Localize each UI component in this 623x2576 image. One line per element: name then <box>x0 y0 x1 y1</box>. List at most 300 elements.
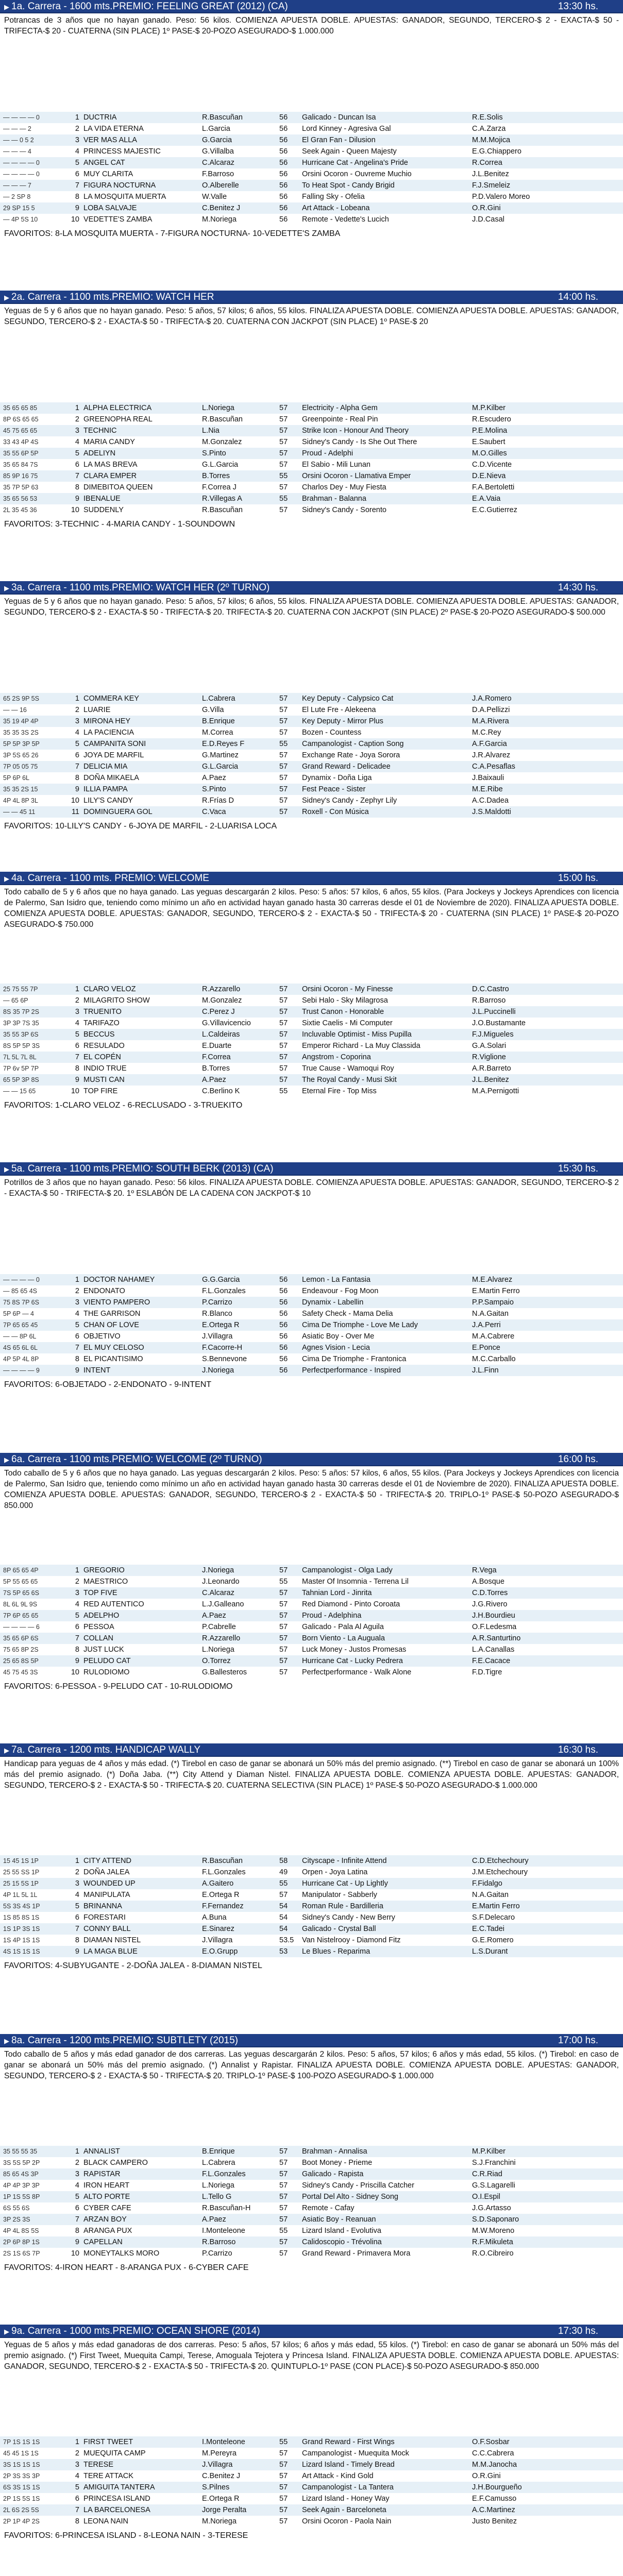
weight: 57 <box>279 2204 288 2212</box>
entry-row <box>0 214 623 225</box>
saddle-number: 7 <box>65 180 83 191</box>
jockey-name: B.Torres <box>202 1064 230 1073</box>
recent-form: 6S 3S 1S 1S <box>0 2482 65 2493</box>
recent-form: 75 65 8P 2S <box>3 1646 39 1653</box>
weight: 56 <box>279 180 302 191</box>
trainer-name: E.C.Tadei <box>472 1923 623 1935</box>
entry-row <box>0 470 623 482</box>
horse-name: LOBA SALVAJE <box>83 202 202 214</box>
entry-row <box>0 693 623 704</box>
entry-row <box>0 1655 623 1667</box>
saddle-number: 8 <box>75 1355 79 1363</box>
pedigree: El Sabio - Mili Lunan <box>302 461 371 469</box>
entry-row <box>0 750 623 761</box>
weight: 57 <box>279 1610 302 1621</box>
trainer-name: A.R.Barreto <box>472 1064 511 1073</box>
trainer-name: M.E.Alvarez <box>472 1274 623 1285</box>
entry-row <box>0 1285 623 1297</box>
weight: 57 <box>279 1074 302 1086</box>
horse-name: CAMPANITA SONI <box>83 738 202 750</box>
recent-form: 5S 3S 4S 1P <box>0 1901 65 1912</box>
horse-name: ARANGA PUX <box>83 2227 132 2235</box>
jockey-name: Jorge Peralta <box>202 2504 279 2516</box>
jockey-name: R.Bascuñan-H <box>202 2204 251 2212</box>
jockey-name: E.Sinarez <box>202 1923 279 1935</box>
pedigree: Falling Sky - Ofelia <box>302 193 365 201</box>
pedigree: Cima De Triomphe - Frantonica <box>302 1355 407 1363</box>
horse-name: DOÑA MIKAELA <box>83 774 139 782</box>
horse-name: RESULADO <box>83 1042 125 1050</box>
saddle-number: 1 <box>65 2436 83 2448</box>
recent-form: — — — — 0 <box>3 171 40 178</box>
race-header[interactable] <box>0 1162 623 1176</box>
jockey-name: J.Noriega <box>202 1365 279 1376</box>
horse-name: BRINANNA <box>83 1901 202 1912</box>
jockey-name: L.Tello G <box>202 2191 279 2202</box>
pedigree: Campanologist - Olga Lady <box>302 1565 472 1576</box>
horse-name: VEDETTE'S ZAMBA <box>83 215 153 224</box>
weight: 57 <box>279 506 288 514</box>
entry-row <box>0 1946 623 1957</box>
race-header[interactable] <box>0 2325 623 2338</box>
horse-name: BECCUS <box>83 1029 202 1040</box>
weight: 56 <box>279 1319 302 1331</box>
weight: 57 <box>279 728 288 737</box>
weight: 53 <box>279 1946 302 1957</box>
entry-row <box>0 727 623 738</box>
race-favorites: FAVORITOS: 4-SUBYUGANTE - 2-DOÑA JALEA - 8-DIAMAN NISTEL <box>4 1961 262 1970</box>
horse-name: WOUNDED UP <box>83 1878 202 1889</box>
pedigree: Campanologist - La Tantera <box>302 2482 472 2493</box>
weight: 57 <box>279 2146 302 2157</box>
pedigree: Van Nistelrooy - Diamond Fitz <box>302 1936 401 1944</box>
horse-name: LUARIE <box>83 706 111 714</box>
recent-form: 7P 6v 5P 7P <box>3 1065 39 1072</box>
recent-form: 8S 35 7P 2S <box>0 1006 65 1018</box>
trainer-name: J.H.Bourdieu <box>472 1610 623 1621</box>
saddle-number: 1 <box>65 1855 83 1867</box>
horse-name: ALTO PORTE <box>83 2191 202 2202</box>
trainer-name: E.G.Chiappero <box>472 147 521 156</box>
recent-form: 8P 6S 65 65 <box>3 416 39 423</box>
entry-row <box>0 772 623 784</box>
saddle-number: 4 <box>75 1310 79 1318</box>
recent-form: 3P 2S 3S <box>0 2214 65 2225</box>
trainer-name: E.Ponce <box>472 1342 623 1353</box>
pedigree: Bozen - Countess <box>302 728 362 737</box>
recent-form: 35 55 3P 6S <box>0 1029 65 1040</box>
entry-row <box>0 795 623 806</box>
weight: 49 <box>279 1868 288 1876</box>
expand-arrow-icon: ▶ <box>4 875 9 883</box>
entries-table <box>0 402 623 516</box>
entry-row <box>0 761 623 772</box>
weight: 57 <box>279 1019 288 1027</box>
saddle-number: 3 <box>65 2459 83 2470</box>
race-section <box>0 2325 623 2576</box>
trainer-name: J.D.Casal <box>472 215 504 224</box>
jockey-name: A.Paez <box>202 2214 279 2225</box>
jockey-name: A.Gaitero <box>202 1878 279 1889</box>
expand-arrow-icon: ▶ <box>4 2328 9 2335</box>
jockey-name: R.Barroso <box>202 2236 279 2248</box>
race-header[interactable] <box>0 1743 623 1757</box>
pedigree: Grand Reward - Delicadee <box>302 761 472 772</box>
saddle-number: 10 <box>71 796 79 805</box>
weight: 57 <box>279 984 302 995</box>
entry-row <box>0 1855 623 1867</box>
saddle-number: 4 <box>75 1600 79 1608</box>
entry-row <box>0 1006 623 1018</box>
entry-row <box>0 2459 623 2470</box>
entries-table <box>0 2436 623 2527</box>
jockey-name: R.Villegas A <box>202 493 279 504</box>
horse-name: CITY ATTEND <box>83 1855 202 1867</box>
saddle-number: 2 <box>75 1287 79 1295</box>
jockey-name: I.Monteleone <box>202 2227 245 2235</box>
trainer-name: S.J.Franchini <box>472 2159 516 2167</box>
weight: 57 <box>279 1587 302 1599</box>
saddle-number: 5 <box>65 1029 83 1040</box>
jockey-name: A.Paez <box>202 1074 279 1086</box>
race-favorites: FAVORITOS: 4-IRON HEART - 8-ARANGA PUX - 6-CYBER CAFE <box>4 2263 249 2272</box>
horse-name: PRINCESS MAJESTIC <box>83 147 161 156</box>
pedigree: Hurricane Cat - Angelina's Pride <box>302 157 472 168</box>
saddle-number: 7 <box>65 470 83 482</box>
pedigree: Safety Check - Mama Delia <box>302 1310 393 1318</box>
weight: 57 <box>279 1633 302 1644</box>
horse-name: MUEQUITA CAMP <box>83 2449 146 2458</box>
pedigree: Agnes Vision - Lecia <box>302 1342 472 1353</box>
race-conditions: Todo caballo de 5 y 6 años que no haya ganado. Las yeguas descargarán 2 kilos. Peso: 5 años: 57 kilos, 6 años, 55 kilos. (Para Jockeys y Jockeys Aprendices con licencia de Palermo, San Isidro que, teniendo como mínimo un año en actividad hayan ganado hasta 30 carreras desde el 01 de Noviembre de 2020). FINALIZA APUESTA DOBLE. COMIENZA APUESTA DOBLE. APUESTAS: GANADOR, SEGUNDO, TERCERO-$ 2 - EXACTA-$ 50 - TRIFECTA-$ 20 - CUATERNA (SIN PLACE) 1º PASE-$ 20-POZO ASEGURADO-$ 750.000 <box>4 888 619 929</box>
pedigree: Art Attack - Kind Gold <box>302 2472 374 2480</box>
pedigree: Endeavour - Fog Moon <box>302 1287 379 1295</box>
jockey-name: J.Noriega <box>202 1565 279 1576</box>
race-section <box>0 581 623 872</box>
recent-form: 35 7P 5P 63 <box>3 484 39 491</box>
horse-name: ALPHA ELECTRICA <box>83 402 202 414</box>
weight: 57 <box>279 2459 302 2470</box>
saddle-number: 7 <box>65 2214 83 2225</box>
weight: 57 <box>279 706 288 714</box>
trainer-name: M.O.Gilles <box>472 448 623 459</box>
race-header[interactable] <box>0 2034 623 2047</box>
race-favorites: FAVORITOS: 6-OBJETADO - 2-ENDONATO - 9-INTENT <box>4 1380 212 1389</box>
weight: 57 <box>279 1655 302 1667</box>
trainer-name: R.Escudero <box>472 415 511 423</box>
race-time: 17:00 hs. <box>558 2035 598 2046</box>
jockey-name: M.Noriega <box>202 215 237 224</box>
entry-row <box>0 1901 623 1912</box>
horse-name: COMMERA KEY <box>83 693 202 704</box>
entry-row <box>0 157 623 168</box>
weight: 57 <box>279 2472 288 2480</box>
entry-row <box>0 1610 623 1621</box>
recent-form: 25 75 55 7P <box>0 984 65 995</box>
pedigree: Orsini Ocoron - My Finesse <box>302 984 472 995</box>
pedigree: Lemon - La Fantasia <box>302 1274 472 1285</box>
recent-form: 2S 1S 6S 7P <box>3 2250 40 2257</box>
jockey-name: J.Villagra <box>202 1936 233 1944</box>
recent-form: 8P 65 65 4P <box>0 1565 65 1576</box>
jockey-name: E.D.Reyes F <box>202 738 279 750</box>
expand-arrow-icon: ▶ <box>4 584 9 592</box>
jockey-name: A.Buna <box>202 1913 227 1922</box>
weight: 56 <box>279 1355 288 1363</box>
recent-form: 3S 5S 5P 2P <box>3 2159 40 2166</box>
weight: 57 <box>279 1029 302 1040</box>
saddle-number: 5 <box>65 448 83 459</box>
trainer-name: O.R.Gini <box>472 2472 501 2480</box>
recent-form: 85 65 4S 3P <box>0 2168 65 2180</box>
saddle-number: 2 <box>75 2449 79 2458</box>
race-conditions: Todo caballo de 5 y 6 años que no haya ganado. Las yeguas descargarán 2 kilos. Peso: 5 años: 57 kilos, 6 años, 55 kilos. (Para Jockeys y Jockeys Aprendices con licencia de Palermo, San Isidro que, teniendo como mínimo un año en actividad hayan ganado hasta 30 carreras desde el 01 de Noviembre de 2020). FINALIZA APUESTA DOBLE. COMIENZA APUESTA DOBLE. APUESTAS: GANADOR, SEGUNDO, TERCERO-$ 2 - EXACTA-$ 50 - TRIFECTA-$ 20. TRIPLO-1º PASE-$ 50-POZO ASEGURADO-$ 850.000 <box>4 1469 619 1510</box>
recent-form: 3P 5S 65 26 <box>3 752 39 759</box>
trainer-name: F.D.Tigre <box>472 1668 502 1676</box>
saddle-number: 6 <box>75 1913 79 1922</box>
jockey-name: C.Berlino K <box>202 1087 240 1095</box>
horse-name: CAPELLAN <box>83 2236 202 2248</box>
race-section <box>0 872 623 1162</box>
recent-form: — 65 6P <box>3 997 28 1004</box>
jockey-name: L.Noriega <box>202 2181 234 2190</box>
recent-form: — — 15 65 <box>3 1088 36 1095</box>
pedigree: El Gran Fan - Dilusion <box>302 134 472 146</box>
race-header[interactable] <box>0 581 623 595</box>
weight: 56 <box>279 193 288 201</box>
pedigree: Seek Again - Barceloneta <box>302 2504 472 2516</box>
weight: 57 <box>279 2168 302 2180</box>
pedigree: Sidney's Candy - Sorento <box>302 506 386 514</box>
trainer-name: N.A.Gaitan <box>472 1891 509 1899</box>
entry-row <box>0 1319 623 1331</box>
race-conditions: Yeguas de 5 y 6 años que no hayan ganado. Peso: 5 años, 57 kilos; 6 años, 55 kilos. FINALIZA APUESTA DOBLE. COMIENZA APUESTA DOBLE. APUESTAS: GANADOR, SEGUNDO, TERCERO-$ 2 - EXACTA-$ 50 - TRIFECTA-$ 20. CUATERNA CON JACKPOT (SIN PLACE) 1º PASE-$ 20 <box>4 307 619 326</box>
saddle-number: 8 <box>75 193 79 201</box>
pedigree: Roxell - Con Música <box>302 806 472 818</box>
saddle-number: 9 <box>65 1655 83 1667</box>
jockey-name: R.Bascuñan <box>202 506 243 514</box>
trainer-name: M.A.Rivera <box>472 716 623 727</box>
horse-name: ADELPHO <box>83 1610 202 1621</box>
weight: 54 <box>279 1923 302 1935</box>
weight: 57 <box>279 1052 302 1063</box>
weight: 57 <box>279 774 288 782</box>
recent-form: — — 0 5 2 <box>0 134 65 146</box>
saddle-number: 7 <box>65 2504 83 2516</box>
weight: 56 <box>279 147 288 156</box>
saddle-number: 4 <box>75 2472 79 2480</box>
horse-name: THE GARRISON <box>83 1310 141 1318</box>
jockey-name: B.Enrique <box>202 2146 279 2157</box>
saddle-number: 2 <box>75 706 79 714</box>
recent-form: 5P 55 65 65 <box>3 1578 38 1585</box>
pedigree: Fest Peace - Sister <box>302 784 472 795</box>
recent-form: 15 45 1S 1P <box>0 1855 65 1867</box>
recent-form: 4P 4P 3P 3P <box>3 2182 40 2189</box>
saddle-number: 6 <box>75 1623 79 1631</box>
saddle-number: 8 <box>75 483 79 492</box>
trainer-name: E.Martin Ferro <box>472 1901 623 1912</box>
trainer-name: R.Barroso <box>472 996 506 1005</box>
saddle-number: 10 <box>71 215 79 224</box>
pedigree: To Heat Spot - Candy Brigid <box>302 180 472 191</box>
expand-arrow-icon: ▶ <box>4 2037 9 2045</box>
entry-row <box>0 1667 623 1678</box>
trainer-name: N.A.Gaitan <box>472 1310 509 1318</box>
weight: 56 <box>279 1365 302 1376</box>
pedigree: Grand Reward - First Wings <box>302 2436 472 2448</box>
horse-name: ADELIYN <box>83 448 202 459</box>
saddle-number: 10 <box>71 1668 79 1676</box>
pedigree: Emperor Richard - La Muy Classida <box>302 1042 420 1050</box>
jockey-name: F.L.Gonzales <box>202 1287 246 1295</box>
weight: 57 <box>279 784 302 795</box>
race-favorites: FAVORITOS: 1-CLARO VELOZ - 6-RECLUSADO - 3-TRUEKITO <box>4 1101 243 1110</box>
recent-form: 7S 5P 65 6S <box>0 1587 65 1599</box>
weight: 57 <box>279 751 288 759</box>
saddle-number: 1 <box>65 984 83 995</box>
horse-name: FIRST TWEET <box>83 2436 202 2448</box>
saddle-number: 4 <box>75 728 79 737</box>
saddle-number: 4 <box>75 1891 79 1899</box>
entry-row <box>0 1029 623 1040</box>
pedigree: Luck Money - Justos Promesas <box>302 1646 407 1654</box>
trainer-name: M.W.Moreno <box>472 2227 515 2235</box>
race-title: 7a. Carrera - 1200 mts. HANDICAP WALLY <box>11 1744 201 1755</box>
entry-row <box>0 1052 623 1063</box>
horse-name: TRUENITO <box>83 1006 202 1018</box>
saddle-number: 6 <box>75 2495 79 2503</box>
recent-form: 7P 65 65 45 <box>0 1319 65 1331</box>
recent-form: 4P 4L 8S 5S <box>3 2227 39 2234</box>
recent-form: 65 5P 3P 8S <box>0 1074 65 1086</box>
entries-table <box>0 1274 623 1376</box>
pedigree: Campanologist - Muequita Mock <box>302 2449 409 2458</box>
horse-name: LEONA NAIN <box>83 2517 129 2526</box>
entry-row <box>0 402 623 414</box>
trainer-name: M.M.Mojica <box>472 134 623 146</box>
pedigree: Sebi Halo - Sky Milagrosa <box>302 996 388 1005</box>
saddle-number: 7 <box>65 761 83 772</box>
recent-form: 7P 6P 65 65 <box>0 1610 65 1621</box>
horse-name: INTENT <box>83 1365 202 1376</box>
race-header[interactable] <box>0 1453 623 1466</box>
weight: 55 <box>279 1878 302 1889</box>
entry-row <box>0 2448 623 2459</box>
trainer-name: G.S.Lagarelli <box>472 2181 515 2190</box>
pedigree: Sidney's Candy - Priscilla Catcher <box>302 2181 414 2190</box>
entries-table <box>0 2146 623 2259</box>
saddle-number: 10 <box>71 1087 79 1095</box>
trainer-name: P.E.Molina <box>472 425 623 436</box>
weight: 57 <box>279 2517 288 2526</box>
trainer-name: J.G.Artasso <box>472 2204 511 2212</box>
entry-row <box>0 1353 623 1365</box>
trainer-name: G.E.Romero <box>472 1936 514 1944</box>
horse-name: MARIA CANDY <box>83 438 135 446</box>
pedigree: Calidoscopio - Trévolina <box>302 2236 472 2248</box>
weight: 57 <box>279 716 302 727</box>
horse-name: TOP FIRE <box>83 1087 118 1095</box>
pedigree: Hurricane Cat - Lucky Pedrera <box>302 1655 472 1667</box>
horse-name: MILAGRITO SHOW <box>83 996 150 1005</box>
trainer-name: O.F.Sosbar <box>472 2436 623 2448</box>
entry-row <box>0 112 623 123</box>
entry-row <box>0 704 623 716</box>
jockey-name: S.Pilnes <box>202 2482 279 2493</box>
horse-name: DOCTOR NAHAMEY <box>83 1274 202 1285</box>
pedigree: Proud - Adelphina <box>302 1610 472 1621</box>
weight: 56 <box>279 1274 302 1285</box>
pedigree: Art Attack - Lobeana <box>302 202 472 214</box>
jockey-name: E.Duarte <box>202 1042 232 1050</box>
weight: 57 <box>279 806 302 818</box>
trainer-name: J.L.Finn <box>472 1365 623 1376</box>
weight: 57 <box>279 402 302 414</box>
jockey-name: F.L.Gonzales <box>202 1868 246 1876</box>
trainer-name: R.Viglione <box>472 1052 623 1063</box>
trainer-name: J.Baixauli <box>472 774 504 782</box>
horse-name: GREGORIO <box>83 1565 202 1576</box>
trainer-name: E.F.Camusso <box>472 2495 517 2503</box>
race-header[interactable] <box>0 291 623 304</box>
race-time: 13:30 hs. <box>558 1 598 12</box>
jockey-name: G.Garcia <box>202 134 279 146</box>
trainer-name: M.C.Rey <box>472 728 501 737</box>
entry-row <box>0 1308 623 1319</box>
saddle-number: 2 <box>75 415 79 423</box>
trainer-name: J.L.Benitez <box>472 1074 623 1086</box>
horse-name: PELUDO CAT <box>83 1655 202 1667</box>
jockey-name: E.O.Grupp <box>202 1946 279 1957</box>
race-header[interactable] <box>0 0 623 13</box>
horse-name: TARIFAZO <box>83 1019 120 1027</box>
recent-form: — — — — 0 <box>0 112 65 123</box>
jockey-name: P.Cabrelle <box>202 1623 236 1631</box>
entry-row <box>0 2236 623 2248</box>
pedigree: Asiatic Boy - Over Me <box>302 1332 375 1341</box>
jockey-name: F.Fernandez <box>202 1901 279 1912</box>
race-header[interactable] <box>0 872 623 885</box>
recent-form: 35 35 2S 15 <box>0 784 65 795</box>
recent-form: 8S 5P 5P 3S <box>3 1042 40 1049</box>
weight: 57 <box>279 2249 288 2258</box>
weight: 57 <box>279 1064 288 1073</box>
pedigree: Lizard Island - Timely Bread <box>302 2459 472 2470</box>
jockey-name: L.Cabrera <box>202 693 279 704</box>
horse-name: MIRONA HEY <box>83 716 202 727</box>
entry-row <box>0 2248 623 2259</box>
recent-form: 2P 1P 4P 2S <box>3 2518 40 2525</box>
race-time: 16:30 hs. <box>558 1744 598 1755</box>
saddle-number: 7 <box>65 1052 83 1063</box>
jockey-name: G.Villalba <box>202 147 234 156</box>
recent-form: 8L 6L 9L 9S <box>3 1601 38 1608</box>
race-favorites: FAVORITOS: 6-PESSOA - 9-PELUDO CAT - 10-RULODIOMO <box>4 1682 233 1691</box>
saddle-number: 5 <box>65 2191 83 2202</box>
recent-form: — — 45 11 <box>0 806 65 818</box>
horse-name: RULODIOMO <box>83 1668 130 1676</box>
entry-row <box>0 1342 623 1353</box>
saddle-number: 4 <box>75 1019 79 1027</box>
weight: 57 <box>279 2449 288 2458</box>
weight: 57 <box>279 461 288 469</box>
horse-name: EL COPÉN <box>83 1052 202 1063</box>
entry-row <box>0 806 623 818</box>
race-section <box>0 291 623 581</box>
trainer-name: F.Fidalgo <box>472 1878 623 1889</box>
trainer-name: D.E.Nieva <box>472 470 623 482</box>
